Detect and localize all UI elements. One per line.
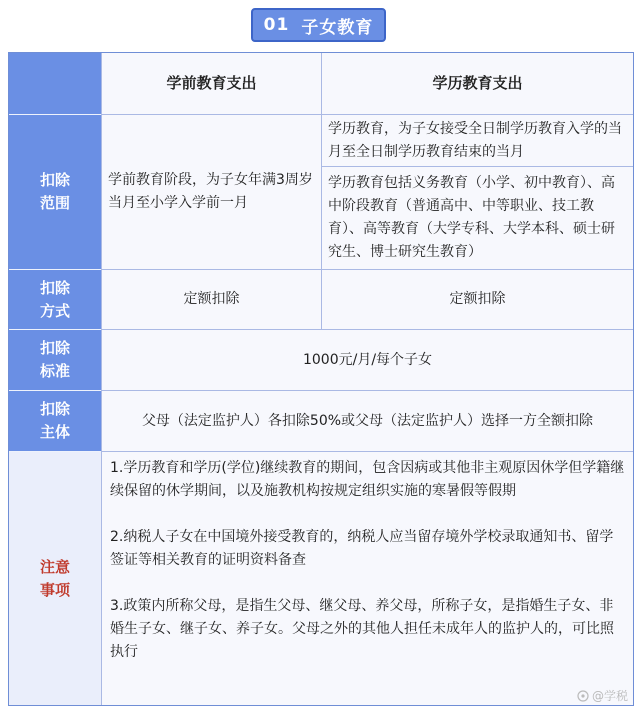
- standard-value: [101, 330, 633, 391]
- method-preschool-text: 定额扣除: [183, 291, 240, 307]
- standard-value-text: 1000元/月/每个子女: [302, 351, 433, 368]
- label-notes-line2: 事项: [39, 580, 70, 599]
- section-title-badge: [251, 8, 386, 42]
- label-method-line1: 扣除: [39, 278, 70, 297]
- watermark-text: @学税: [591, 689, 628, 703]
- label-standard-line1: 扣除: [39, 339, 70, 357]
- method-preschool: [101, 270, 321, 330]
- scope-academic-period-text: 学历教育，为子女接受全日制学历教育入学的当月至全日制学历教育结束的当月: [328, 120, 622, 160]
- deduction-table: [8, 52, 634, 706]
- scope-academic-types: [321, 167, 633, 270]
- label-method-line2: 方式: [39, 301, 70, 320]
- header-preschool-text: 学前教育支出: [166, 74, 257, 92]
- header-academic: [321, 53, 633, 115]
- watermark: [577, 687, 628, 704]
- note-item-3: 3.政策内所称父母，是指生父母、继父母、养父母，所称子女，是指婚生子女、非婚生子女、继子女、养子女。父母之外的其他人担任未成年人的监护人的，可比照执行: [110, 598, 614, 660]
- label-method: [9, 270, 101, 330]
- label-scope-line2: 范围: [39, 194, 70, 212]
- section-title: 子女教育: [301, 17, 374, 38]
- header-corner: [9, 53, 101, 115]
- label-standard: [9, 330, 101, 391]
- section-number: 01: [263, 15, 290, 35]
- note-item-1: 1.学历教育和学历(学位)继续教育的期间，包含因病或其他非主观原因休学但学籍继续保留的休学期间，以及施教机构按规定组织实施的寒暑假等假期: [110, 460, 625, 499]
- header-academic-text: 学历教育支出: [432, 74, 523, 92]
- scope-academic-period: [321, 115, 633, 167]
- label-subject-line1: 扣除: [39, 400, 70, 418]
- section-header: [0, 0, 640, 52]
- scope-academic-types-text: 学历教育包括义务教育（小学、初中教育）、高中阶段教育（普通高中、中等职业、技工教育）、高等教育（大学专科、大学本科、硕士研究生、博士研究生教育）: [328, 175, 615, 260]
- subject-value-text: 父母（法定监护人）各扣除50%或父母（法定监护人）选择一方全额扣除: [141, 412, 594, 429]
- label-scope-line1: 扣除: [39, 171, 70, 189]
- notes-content: [101, 452, 633, 705]
- subject-value: [101, 391, 633, 452]
- scope-preschool-text: 学前教育阶段，为子女年满3周岁当月至小学入学前一月: [108, 172, 313, 211]
- watermark-logo-icon: [577, 690, 589, 702]
- label-subject: [9, 391, 101, 452]
- note-item-2: 2.纳税人子女在中国境外接受教育的，纳税人应当留存境外学校录取通知书、留学签证等相关教育的证明资料备查: [110, 529, 614, 568]
- label-scope: [9, 115, 101, 270]
- method-academic-text: 定额扣除: [449, 291, 506, 307]
- header-preschool: [101, 53, 321, 115]
- label-notes: [9, 452, 101, 705]
- label-standard-line2: 标准: [39, 362, 70, 380]
- label-notes-line1: 注意: [39, 557, 70, 576]
- scope-preschool: [101, 115, 321, 270]
- label-subject-line2: 主体: [39, 423, 70, 441]
- method-academic: [321, 270, 633, 330]
